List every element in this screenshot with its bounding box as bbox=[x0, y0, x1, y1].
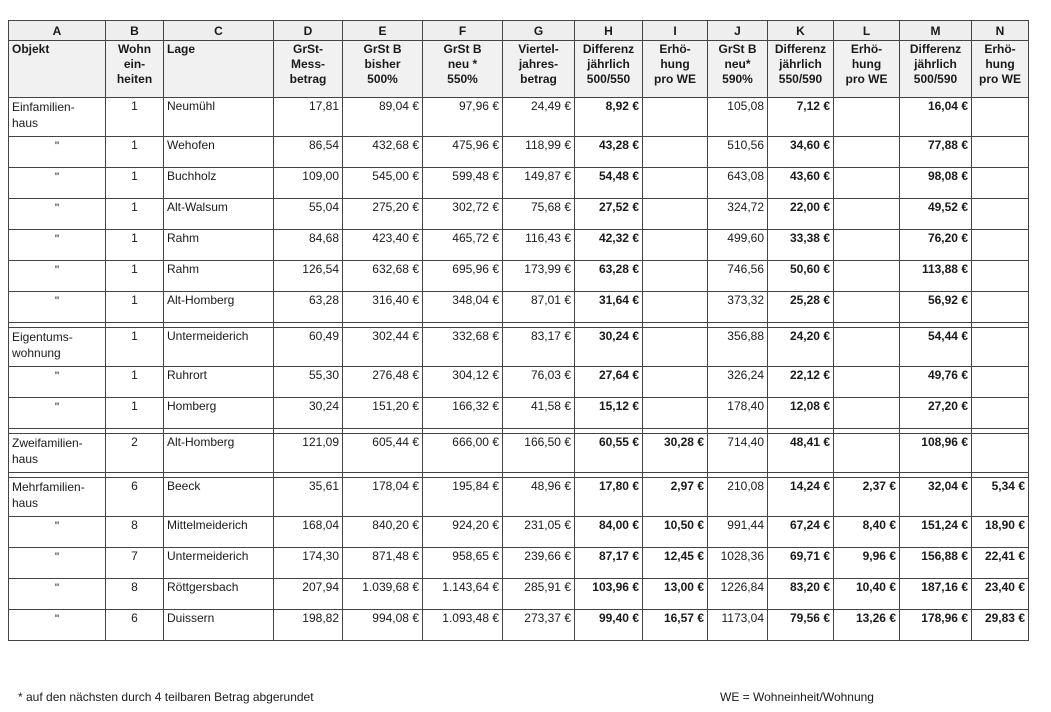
cell-grst-b-neu-550[interactable]: 695,96 € bbox=[423, 261, 503, 292]
cell-wohneinheiten[interactable]: 6 bbox=[106, 478, 164, 517]
cell-erhoehung-we-590[interactable]: 13,26 € bbox=[834, 610, 900, 641]
cell-messbetrag[interactable]: 60,49 bbox=[274, 328, 343, 367]
table-body bbox=[9, 21, 1029, 641]
cell-erhoehung-we-550[interactable] bbox=[643, 98, 708, 137]
column-letter-c[interactable]: C bbox=[164, 21, 274, 41]
column-letter-row bbox=[9, 21, 1029, 41]
table-row bbox=[9, 579, 1029, 610]
column-letter-n[interactable]: N bbox=[972, 21, 1029, 41]
table-row bbox=[9, 434, 1029, 473]
cell-differenz-500-550[interactable]: 15,12 € bbox=[575, 398, 643, 429]
cell-objekt[interactable]: " bbox=[9, 517, 106, 548]
cell-vierteljahresbetrag[interactable]: 24,49 € bbox=[503, 98, 575, 137]
header-row bbox=[9, 41, 1029, 98]
cell-vierteljahresbetrag[interactable]: 48,96 € bbox=[503, 478, 575, 517]
cell-differenz-550-590[interactable]: 7,12 € bbox=[768, 98, 834, 137]
cell-messbetrag[interactable]: 84,68 bbox=[274, 230, 343, 261]
cell-grst-b-neu-550[interactable]: 348,04 € bbox=[423, 292, 503, 323]
cell-objekt[interactable]: Einfamilien- haus bbox=[9, 98, 106, 137]
header-messbetrag: GrSt- Mess- betrag bbox=[274, 41, 343, 98]
column-letter-a[interactable]: A bbox=[9, 21, 106, 41]
cell-wohneinheiten[interactable]: 6 bbox=[106, 610, 164, 641]
cell-wohneinheiten[interactable]: 1 bbox=[106, 137, 164, 168]
cell-erhoehung-we-590[interactable]: 8,40 € bbox=[834, 517, 900, 548]
cell-grst-b-neu-590[interactable]: 324,72 bbox=[708, 199, 768, 230]
cell-vierteljahresbetrag[interactable]: 116,43 € bbox=[503, 230, 575, 261]
cell-vierteljahresbetrag[interactable]: 83,17 € bbox=[503, 328, 575, 367]
cell-differenz-500-550[interactable]: 30,24 € bbox=[575, 328, 643, 367]
cell-grst-b-neu-590[interactable]: 210,08 bbox=[708, 478, 768, 517]
spreadsheet bbox=[8, 20, 1029, 641]
cell-vierteljahresbetrag[interactable]: 149,87 € bbox=[503, 168, 575, 199]
cell-messbetrag[interactable]: 207,94 bbox=[274, 579, 343, 610]
cell-messbetrag[interactable]: 86,54 bbox=[274, 137, 343, 168]
cell-messbetrag[interactable]: 55,04 bbox=[274, 199, 343, 230]
cell-vierteljahresbetrag[interactable]: 41,58 € bbox=[503, 398, 575, 429]
table-row bbox=[9, 230, 1029, 261]
cell-erhoehung-we-590[interactable]: 9,96 € bbox=[834, 548, 900, 579]
cell-lage[interactable]: Duissern bbox=[164, 610, 274, 641]
cell-erhoehung-we-550[interactable]: 30,28 € bbox=[643, 434, 708, 473]
cell-vierteljahresbetrag[interactable]: 285,91 € bbox=[503, 579, 575, 610]
cell-erhoehung-we-550[interactable]: 12,45 € bbox=[643, 548, 708, 579]
cell-grst-b-neu-550[interactable]: 302,72 € bbox=[423, 199, 503, 230]
cell-differenz-500-550[interactable]: 8,92 € bbox=[575, 98, 643, 137]
cell-grst-b-neu-550[interactable]: 924,20 € bbox=[423, 517, 503, 548]
cell-objekt[interactable]: " bbox=[9, 610, 106, 641]
cell-differenz-500-590[interactable]: 54,44 € bbox=[900, 328, 972, 367]
cell-differenz-550-590[interactable]: 22,00 € bbox=[768, 199, 834, 230]
cell-grst-b-bisher-500[interactable]: 275,20 € bbox=[343, 199, 423, 230]
cell-lage[interactable]: Untermeiderich bbox=[164, 548, 274, 579]
footnote-rounding: * auf den nächsten durch 4 teilbaren Betrag abgerundet bbox=[18, 690, 314, 704]
cell-vierteljahresbetrag[interactable]: 118,99 € bbox=[503, 137, 575, 168]
header-vierteljahresbetrag: Viertel- jahres- betrag bbox=[503, 41, 575, 98]
cell-grst-b-neu-590[interactable]: 373,32 bbox=[708, 292, 768, 323]
cell-erhoehung-we-590[interactable] bbox=[834, 199, 900, 230]
cell-differenz-500-550[interactable]: 63,28 € bbox=[575, 261, 643, 292]
cell-grst-b-neu-590[interactable]: 714,40 bbox=[708, 434, 768, 473]
cell-wohneinheiten[interactable]: 1 bbox=[106, 168, 164, 199]
cell-differenz-550-590[interactable]: 50,60 € bbox=[768, 261, 834, 292]
header-differenz-550-590: Differenz jährlich 550/590 bbox=[768, 41, 834, 98]
column-letter-e[interactable]: E bbox=[343, 21, 423, 41]
table-row bbox=[9, 328, 1029, 367]
cell-grst-b-bisher-500[interactable]: 89,04 € bbox=[343, 98, 423, 137]
cell-differenz-500-590[interactable]: 178,96 € bbox=[900, 610, 972, 641]
cell-grst-b-bisher-500[interactable]: 432,68 € bbox=[343, 137, 423, 168]
cell-wohneinheiten[interactable]: 1 bbox=[106, 292, 164, 323]
cell-grst-b-neu-550[interactable]: 332,68 € bbox=[423, 328, 503, 367]
cell-differenz-500-550[interactable]: 43,28 € bbox=[575, 137, 643, 168]
cell-grst-b-bisher-500[interactable]: 178,04 € bbox=[343, 478, 423, 517]
cell-grst-b-neu-590[interactable]: 1028,36 bbox=[708, 548, 768, 579]
cell-differenz-500-590[interactable]: 56,92 € bbox=[900, 292, 972, 323]
cell-differenz-500-590[interactable]: 32,04 € bbox=[900, 478, 972, 517]
cell-vierteljahresbetrag[interactable]: 239,66 € bbox=[503, 548, 575, 579]
table-row bbox=[9, 478, 1029, 517]
cell-erhoehung-we-550[interactable]: 2,97 € bbox=[643, 478, 708, 517]
cell-grst-b-neu-590[interactable]: 356,88 bbox=[708, 328, 768, 367]
cell-messbetrag[interactable]: 168,04 bbox=[274, 517, 343, 548]
cell-grst-b-bisher-500[interactable]: 545,00 € bbox=[343, 168, 423, 199]
cell-objekt[interactable]: " bbox=[9, 230, 106, 261]
cell-grst-b-bisher-500[interactable]: 994,08 € bbox=[343, 610, 423, 641]
cell-grst-b-bisher-500[interactable]: 316,40 € bbox=[343, 292, 423, 323]
cell-messbetrag[interactable]: 121,09 bbox=[274, 434, 343, 473]
cell-differenz-550-590[interactable]: 79,56 € bbox=[768, 610, 834, 641]
cell-grst-b-neu-590[interactable]: 643,08 bbox=[708, 168, 768, 199]
cell-differenz-500-590[interactable]: 16,04 € bbox=[900, 98, 972, 137]
cell-erhoehung-we-590[interactable] bbox=[834, 261, 900, 292]
cell-differenz-550-590[interactable]: 14,24 € bbox=[768, 478, 834, 517]
cell-erhoehung-we-500-590[interactable] bbox=[972, 137, 1029, 168]
cell-differenz-500-590[interactable]: 187,16 € bbox=[900, 579, 972, 610]
cell-differenz-500-590[interactable]: 77,88 € bbox=[900, 137, 972, 168]
header-erhoehung-we-550: Erhö- hung pro WE bbox=[643, 41, 708, 98]
cell-grst-b-neu-550[interactable]: 666,00 € bbox=[423, 434, 503, 473]
cell-messbetrag[interactable]: 63,28 bbox=[274, 292, 343, 323]
header-wohneinheiten: Wohn ein- heiten bbox=[106, 41, 164, 98]
cell-erhoehung-we-550[interactable] bbox=[643, 292, 708, 323]
cell-differenz-500-590[interactable]: 49,76 € bbox=[900, 367, 972, 398]
table-row bbox=[9, 398, 1029, 429]
cell-objekt[interactable]: Eigentums- wohnung bbox=[9, 328, 106, 367]
cell-erhoehung-we-590[interactable] bbox=[834, 398, 900, 429]
cell-differenz-500-590[interactable]: 49,52 € bbox=[900, 199, 972, 230]
cell-erhoehung-we-550[interactable] bbox=[643, 367, 708, 398]
cell-objekt[interactable]: " bbox=[9, 137, 106, 168]
cell-lage[interactable]: Röttgersbach bbox=[164, 579, 274, 610]
column-letter-l[interactable]: L bbox=[834, 21, 900, 41]
cell-wohneinheiten[interactable]: 1 bbox=[106, 398, 164, 429]
cell-lage[interactable]: Alt-Homberg bbox=[164, 292, 274, 323]
cell-messbetrag[interactable]: 55,30 bbox=[274, 367, 343, 398]
cell-erhoehung-we-500-590[interactable] bbox=[972, 98, 1029, 137]
cell-differenz-500-550[interactable]: 60,55 € bbox=[575, 434, 643, 473]
cell-differenz-500-550[interactable]: 27,64 € bbox=[575, 367, 643, 398]
cell-grst-b-neu-550[interactable]: 599,48 € bbox=[423, 168, 503, 199]
cell-erhoehung-we-590[interactable] bbox=[834, 367, 900, 398]
table-row bbox=[9, 292, 1029, 323]
cell-erhoehung-we-550[interactable]: 13,00 € bbox=[643, 579, 708, 610]
cell-differenz-550-590[interactable]: 83,20 € bbox=[768, 579, 834, 610]
cell-erhoehung-we-590[interactable] bbox=[834, 292, 900, 323]
cell-erhoehung-we-550[interactable] bbox=[643, 398, 708, 429]
cell-messbetrag[interactable]: 109,00 bbox=[274, 168, 343, 199]
cell-erhoehung-we-500-590[interactable] bbox=[972, 168, 1029, 199]
cell-grst-b-neu-550[interactable]: 1.143,64 € bbox=[423, 579, 503, 610]
cell-differenz-550-590[interactable]: 34,60 € bbox=[768, 137, 834, 168]
cell-differenz-500-590[interactable]: 98,08 € bbox=[900, 168, 972, 199]
cell-grst-b-neu-590[interactable]: 1173,04 bbox=[708, 610, 768, 641]
cell-differenz-500-550[interactable]: 27,52 € bbox=[575, 199, 643, 230]
footnote-we-legend: WE = Wohneinheit/Wohnung bbox=[720, 690, 874, 704]
cell-differenz-500-590[interactable]: 108,96 € bbox=[900, 434, 972, 473]
column-letter-k[interactable]: K bbox=[768, 21, 834, 41]
cell-differenz-500-590[interactable]: 76,20 € bbox=[900, 230, 972, 261]
cell-erhoehung-we-550[interactable] bbox=[643, 261, 708, 292]
cell-erhoehung-we-590[interactable] bbox=[834, 168, 900, 199]
cell-erhoehung-we-500-590[interactable]: 5,34 € bbox=[972, 478, 1029, 517]
cell-objekt[interactable]: " bbox=[9, 261, 106, 292]
cell-erhoehung-we-500-590[interactable] bbox=[972, 292, 1029, 323]
cell-messbetrag[interactable]: 174,30 bbox=[274, 548, 343, 579]
cell-objekt[interactable]: " bbox=[9, 199, 106, 230]
table-row bbox=[9, 98, 1029, 137]
cell-objekt[interactable]: Mehrfamilien- haus bbox=[9, 478, 106, 517]
cell-differenz-550-590[interactable]: 33,38 € bbox=[768, 230, 834, 261]
cell-vierteljahresbetrag[interactable]: 231,05 € bbox=[503, 517, 575, 548]
cell-erhoehung-we-550[interactable] bbox=[643, 168, 708, 199]
cell-differenz-500-550[interactable]: 17,80 € bbox=[575, 478, 643, 517]
column-letter-j[interactable]: J bbox=[708, 21, 768, 41]
header-differenz-500-590: Differenz jährlich 500/590 bbox=[900, 41, 972, 98]
cell-grst-b-bisher-500[interactable]: 871,48 € bbox=[343, 548, 423, 579]
cell-differenz-550-590[interactable]: 69,71 € bbox=[768, 548, 834, 579]
cell-lage[interactable]: Homberg bbox=[164, 398, 274, 429]
cell-wohneinheiten[interactable]: 1 bbox=[106, 328, 164, 367]
header-objekt: Objekt bbox=[9, 41, 106, 98]
cell-lage[interactable]: Wehofen bbox=[164, 137, 274, 168]
cell-lage[interactable]: Alt-Walsum bbox=[164, 199, 274, 230]
cell-differenz-500-550[interactable]: 84,00 € bbox=[575, 517, 643, 548]
cell-objekt[interactable]: " bbox=[9, 548, 106, 579]
cell-grst-b-neu-590[interactable]: 991,44 bbox=[708, 517, 768, 548]
cell-erhoehung-we-500-590[interactable] bbox=[972, 261, 1029, 292]
cell-wohneinheiten[interactable]: 1 bbox=[106, 98, 164, 137]
cell-erhoehung-we-500-590[interactable]: 18,90 € bbox=[972, 517, 1029, 548]
cell-erhoehung-we-590[interactable]: 10,40 € bbox=[834, 579, 900, 610]
header-grst-b-neu-590: GrSt B neu* 590% bbox=[708, 41, 768, 98]
cell-grst-b-bisher-500[interactable]: 151,20 € bbox=[343, 398, 423, 429]
cell-differenz-500-550[interactable]: 42,32 € bbox=[575, 230, 643, 261]
cell-differenz-500-550[interactable]: 54,48 € bbox=[575, 168, 643, 199]
cell-differenz-550-590[interactable]: 48,41 € bbox=[768, 434, 834, 473]
cell-messbetrag[interactable]: 198,82 bbox=[274, 610, 343, 641]
cell-grst-b-neu-590[interactable]: 510,56 bbox=[708, 137, 768, 168]
cell-erhoehung-we-590[interactable] bbox=[834, 98, 900, 137]
cell-erhoehung-we-550[interactable] bbox=[643, 199, 708, 230]
cell-lage[interactable]: Alt-Homberg bbox=[164, 434, 274, 473]
cell-differenz-550-590[interactable]: 24,20 € bbox=[768, 328, 834, 367]
cell-objekt[interactable]: " bbox=[9, 168, 106, 199]
cell-objekt[interactable]: " bbox=[9, 398, 106, 429]
cell-differenz-500-590[interactable]: 27,20 € bbox=[900, 398, 972, 429]
cell-differenz-550-590[interactable]: 25,28 € bbox=[768, 292, 834, 323]
cell-grst-b-neu-590[interactable]: 746,56 bbox=[708, 261, 768, 292]
cell-erhoehung-we-500-590[interactable] bbox=[972, 367, 1029, 398]
cell-erhoehung-we-550[interactable] bbox=[643, 137, 708, 168]
cell-messbetrag[interactable]: 126,54 bbox=[274, 261, 343, 292]
cell-messbetrag[interactable]: 17,81 bbox=[274, 98, 343, 137]
cell-grst-b-neu-550[interactable]: 97,96 € bbox=[423, 98, 503, 137]
cell-messbetrag[interactable]: 30,24 bbox=[274, 398, 343, 429]
table-row bbox=[9, 137, 1029, 168]
cell-grst-b-bisher-500[interactable]: 302,44 € bbox=[343, 328, 423, 367]
cell-erhoehung-we-550[interactable] bbox=[643, 230, 708, 261]
cell-wohneinheiten[interactable]: 2 bbox=[106, 434, 164, 473]
cell-erhoehung-we-550[interactable]: 16,57 € bbox=[643, 610, 708, 641]
cell-grst-b-neu-550[interactable]: 475,96 € bbox=[423, 137, 503, 168]
cell-grst-b-neu-590[interactable]: 499,60 bbox=[708, 230, 768, 261]
cell-differenz-500-590[interactable]: 113,88 € bbox=[900, 261, 972, 292]
cell-lage[interactable]: Buchholz bbox=[164, 168, 274, 199]
cell-objekt[interactable]: " bbox=[9, 292, 106, 323]
cell-grst-b-neu-550[interactable]: 465,72 € bbox=[423, 230, 503, 261]
cell-wohneinheiten[interactable]: 1 bbox=[106, 367, 164, 398]
cell-grst-b-neu-550[interactable]: 195,84 € bbox=[423, 478, 503, 517]
cell-erhoehung-we-590[interactable] bbox=[834, 137, 900, 168]
cell-differenz-550-590[interactable]: 22,12 € bbox=[768, 367, 834, 398]
cell-lage[interactable]: Untermeiderich bbox=[164, 328, 274, 367]
header-differenz-500-550: Differenz jährlich 500/550 bbox=[575, 41, 643, 98]
cell-wohneinheiten[interactable]: 1 bbox=[106, 261, 164, 292]
cell-lage[interactable]: Beeck bbox=[164, 478, 274, 517]
table-row bbox=[9, 261, 1029, 292]
cell-differenz-500-590[interactable]: 156,88 € bbox=[900, 548, 972, 579]
cell-differenz-550-590[interactable]: 67,24 € bbox=[768, 517, 834, 548]
column-letter-f[interactable]: F bbox=[423, 21, 503, 41]
column-letter-b[interactable]: B bbox=[106, 21, 164, 41]
property-tax-table bbox=[8, 20, 1029, 641]
cell-lage[interactable]: Rahm bbox=[164, 230, 274, 261]
cell-grst-b-neu-590[interactable]: 1226,84 bbox=[708, 579, 768, 610]
cell-wohneinheiten[interactable]: 1 bbox=[106, 199, 164, 230]
cell-grst-b-bisher-500[interactable]: 1.039,68 € bbox=[343, 579, 423, 610]
cell-erhoehung-we-500-590[interactable]: 22,41 € bbox=[972, 548, 1029, 579]
cell-erhoehung-we-500-590[interactable] bbox=[972, 199, 1029, 230]
header-lage: Lage bbox=[164, 41, 274, 98]
cell-wohneinheiten[interactable]: 7 bbox=[106, 548, 164, 579]
table-row bbox=[9, 610, 1029, 641]
cell-vierteljahresbetrag[interactable]: 173,99 € bbox=[503, 261, 575, 292]
cell-lage[interactable]: Neumühl bbox=[164, 98, 274, 137]
cell-wohneinheiten[interactable]: 8 bbox=[106, 517, 164, 548]
cell-erhoehung-we-500-590[interactable] bbox=[972, 328, 1029, 367]
cell-erhoehung-we-550[interactable] bbox=[643, 328, 708, 367]
cell-grst-b-neu-550[interactable]: 1.093,48 € bbox=[423, 610, 503, 641]
cell-grst-b-bisher-500[interactable]: 840,20 € bbox=[343, 517, 423, 548]
cell-objekt[interactable]: Zweifamilien- haus bbox=[9, 434, 106, 473]
table-row bbox=[9, 199, 1029, 230]
column-letter-d[interactable]: D bbox=[274, 21, 343, 41]
cell-erhoehung-we-500-590[interactable]: 29,83 € bbox=[972, 610, 1029, 641]
cell-wohneinheiten[interactable]: 1 bbox=[106, 230, 164, 261]
cell-erhoehung-we-500-590[interactable] bbox=[972, 398, 1029, 429]
cell-lage[interactable]: Mittelmeiderich bbox=[164, 517, 274, 548]
cell-grst-b-neu-590[interactable]: 105,08 bbox=[708, 98, 768, 137]
cell-erhoehung-we-590[interactable] bbox=[834, 434, 900, 473]
cell-differenz-500-550[interactable]: 31,64 € bbox=[575, 292, 643, 323]
cell-vierteljahresbetrag[interactable]: 76,03 € bbox=[503, 367, 575, 398]
cell-vierteljahresbetrag[interactable]: 166,50 € bbox=[503, 434, 575, 473]
cell-grst-b-neu-590[interactable]: 178,40 bbox=[708, 398, 768, 429]
cell-erhoehung-we-590[interactable] bbox=[834, 230, 900, 261]
table-row bbox=[9, 517, 1029, 548]
cell-erhoehung-we-590[interactable]: 2,37 € bbox=[834, 478, 900, 517]
cell-erhoehung-we-500-590[interactable] bbox=[972, 434, 1029, 473]
cell-differenz-500-550[interactable]: 87,17 € bbox=[575, 548, 643, 579]
header-grst-b-neu-550: GrSt B neu * 550% bbox=[423, 41, 503, 98]
cell-grst-b-neu-550[interactable]: 166,32 € bbox=[423, 398, 503, 429]
cell-differenz-500-550[interactable]: 99,40 € bbox=[575, 610, 643, 641]
cell-vierteljahresbetrag[interactable]: 75,68 € bbox=[503, 199, 575, 230]
cell-grst-b-neu-550[interactable]: 304,12 € bbox=[423, 367, 503, 398]
column-letter-g[interactable]: G bbox=[503, 21, 575, 41]
cell-differenz-550-590[interactable]: 12,08 € bbox=[768, 398, 834, 429]
cell-grst-b-neu-550[interactable]: 958,65 € bbox=[423, 548, 503, 579]
cell-differenz-500-550[interactable]: 103,96 € bbox=[575, 579, 643, 610]
table-row bbox=[9, 168, 1029, 199]
cell-objekt[interactable]: " bbox=[9, 579, 106, 610]
header-erhoehung-we-590: Erhö- hung pro WE bbox=[834, 41, 900, 98]
cell-erhoehung-we-590[interactable] bbox=[834, 328, 900, 367]
cell-grst-b-bisher-500[interactable]: 605,44 € bbox=[343, 434, 423, 473]
cell-differenz-500-590[interactable]: 151,24 € bbox=[900, 517, 972, 548]
header-erhoehung-we-500-590: Erhö- hung pro WE bbox=[972, 41, 1029, 98]
column-letter-h[interactable]: H bbox=[575, 21, 643, 41]
cell-lage[interactable]: Rahm bbox=[164, 261, 274, 292]
cell-lage[interactable]: Ruhrort bbox=[164, 367, 274, 398]
cell-grst-b-bisher-500[interactable]: 276,48 € bbox=[343, 367, 423, 398]
cell-objekt[interactable]: " bbox=[9, 367, 106, 398]
header-grst-b-bisher-500: GrSt B bisher 500% bbox=[343, 41, 423, 98]
cell-differenz-550-590[interactable]: 43,60 € bbox=[768, 168, 834, 199]
cell-vierteljahresbetrag[interactable]: 273,37 € bbox=[503, 610, 575, 641]
cell-erhoehung-we-550[interactable]: 10,50 € bbox=[643, 517, 708, 548]
column-letter-m[interactable]: M bbox=[900, 21, 972, 41]
cell-erhoehung-we-500-590[interactable]: 23,40 € bbox=[972, 579, 1029, 610]
table-row bbox=[9, 548, 1029, 579]
cell-grst-b-bisher-500[interactable]: 632,68 € bbox=[343, 261, 423, 292]
cell-grst-b-bisher-500[interactable]: 423,40 € bbox=[343, 230, 423, 261]
column-letter-i[interactable]: I bbox=[643, 21, 708, 41]
cell-grst-b-neu-590[interactable]: 326,24 bbox=[708, 367, 768, 398]
table-row bbox=[9, 367, 1029, 398]
cell-messbetrag[interactable]: 35,61 bbox=[274, 478, 343, 517]
cell-vierteljahresbetrag[interactable]: 87,01 € bbox=[503, 292, 575, 323]
cell-erhoehung-we-500-590[interactable] bbox=[972, 230, 1029, 261]
cell-wohneinheiten[interactable]: 8 bbox=[106, 579, 164, 610]
